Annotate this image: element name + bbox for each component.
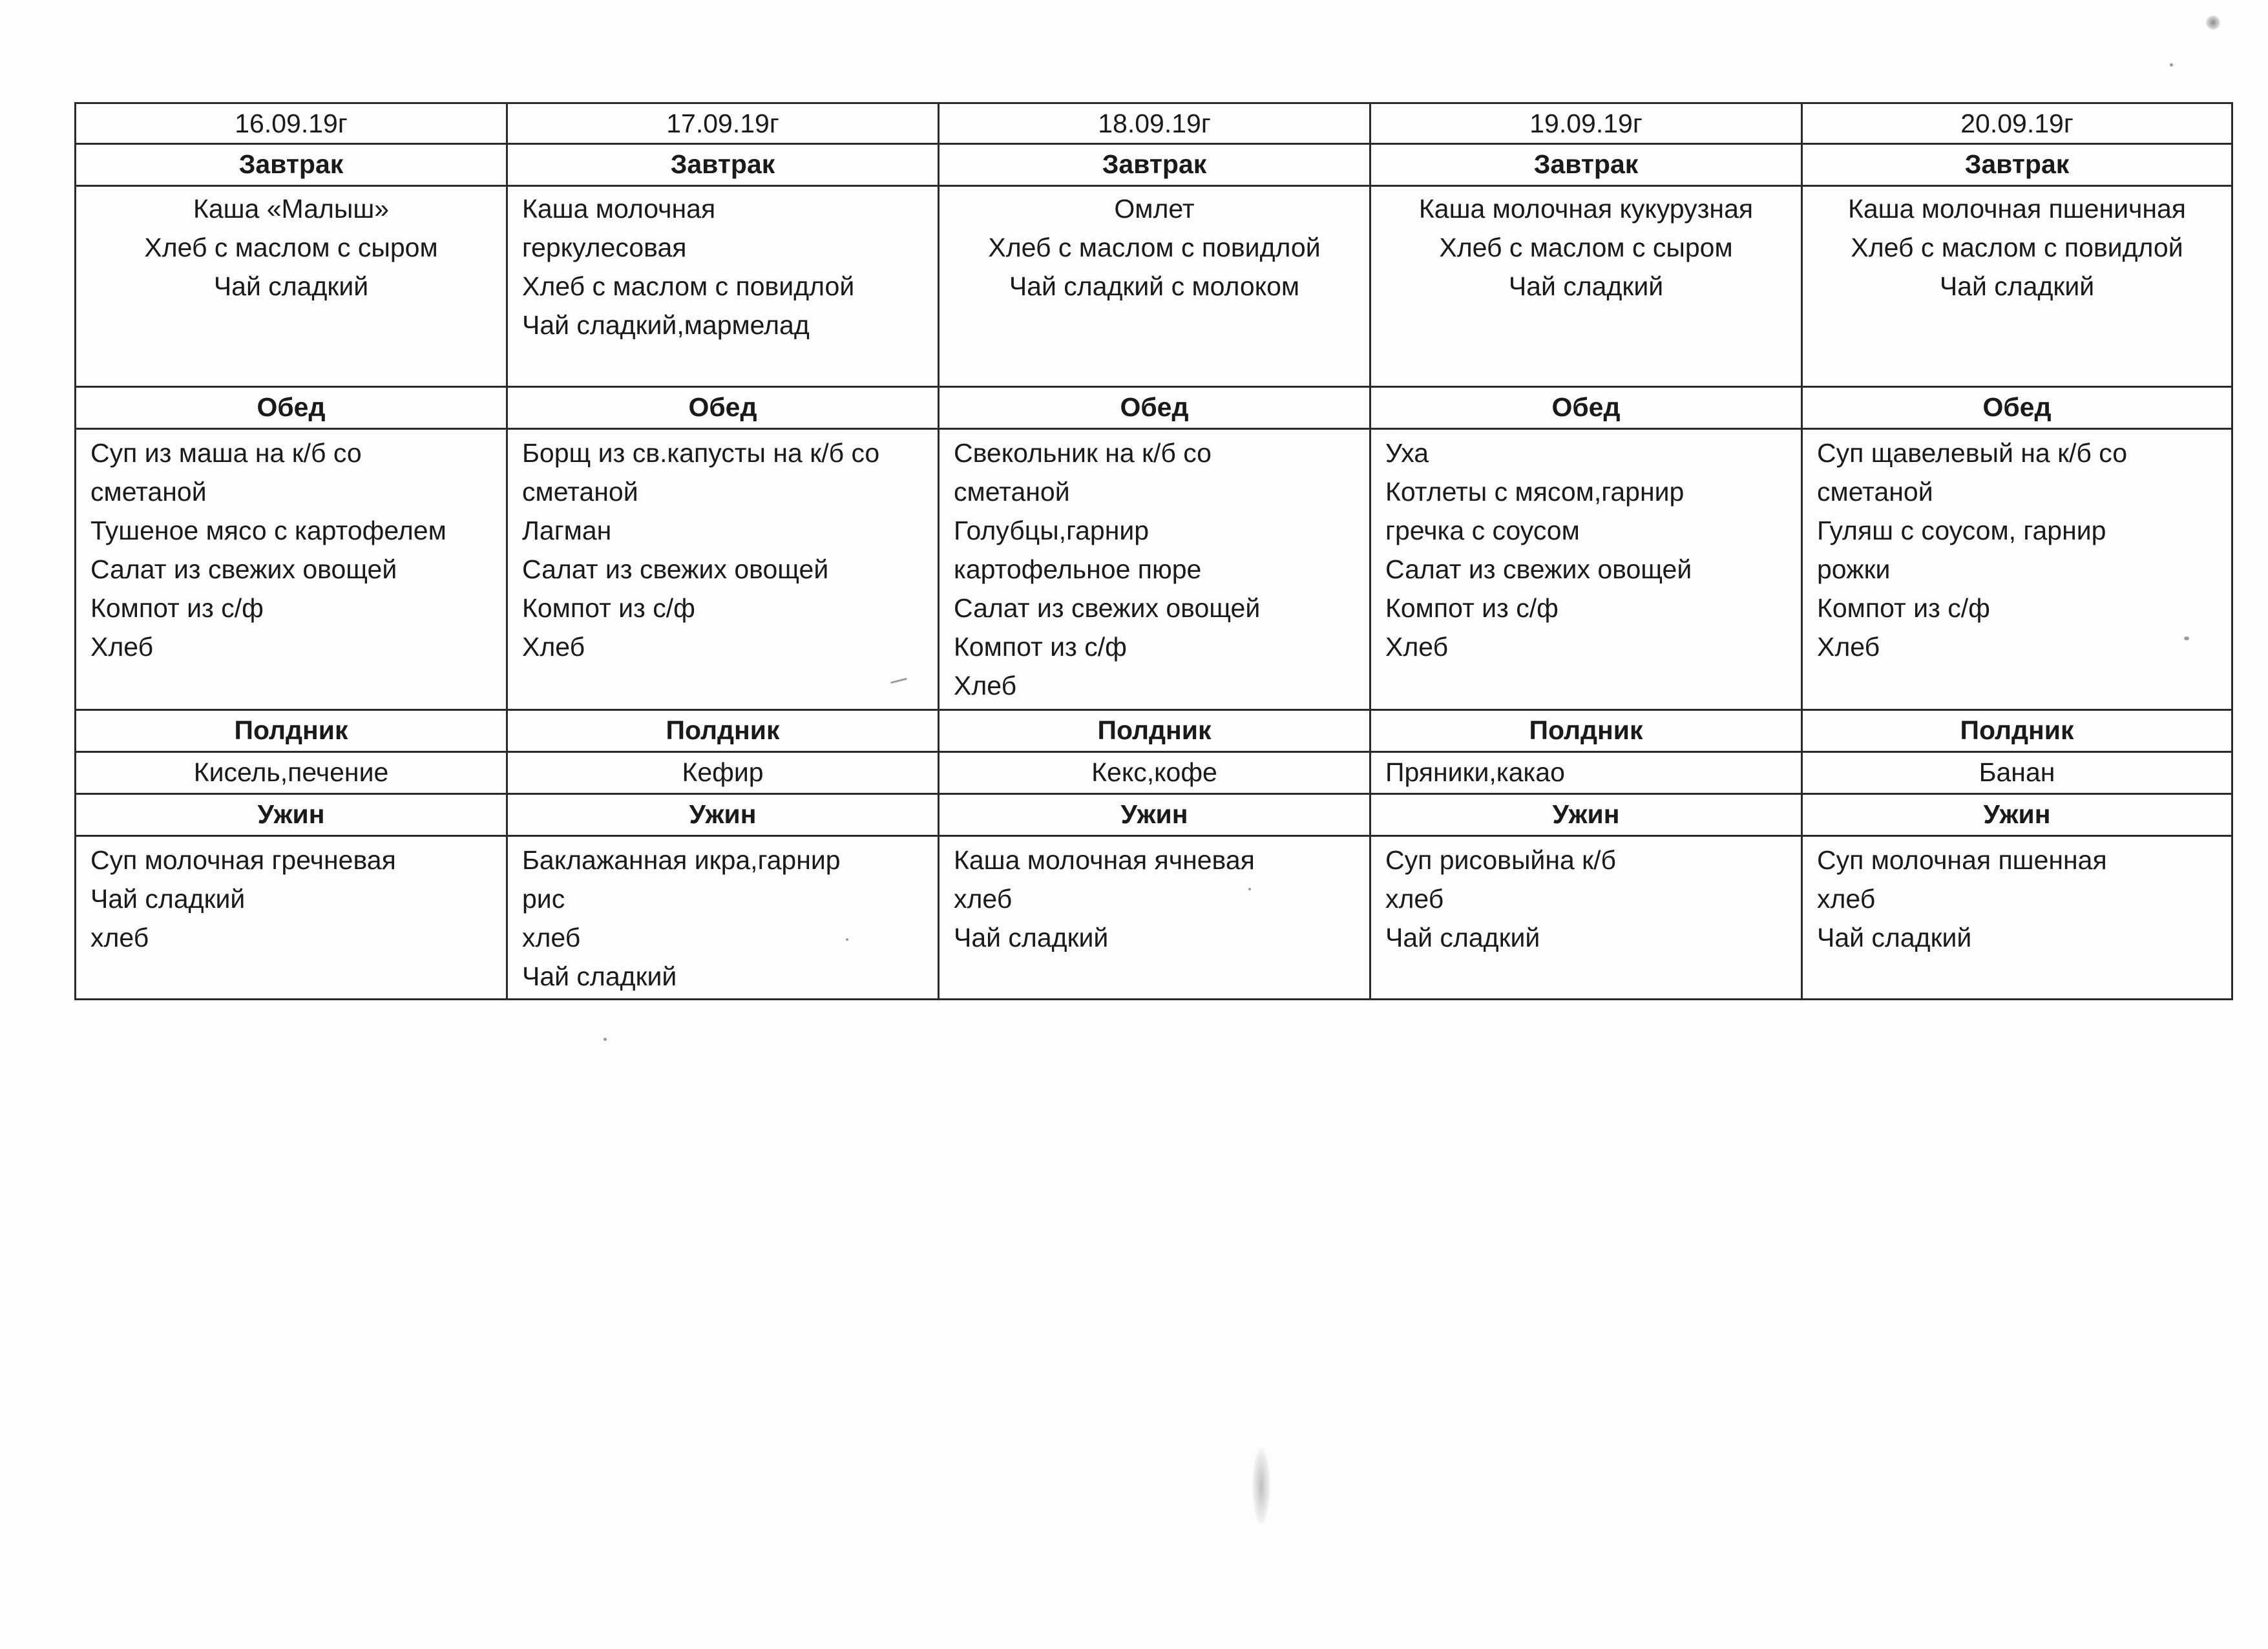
breakfast-heading: Завтрак	[1802, 144, 2232, 186]
menu-item: Суп молочная гречневая	[90, 845, 396, 875]
menu-item: Компот из с/ф	[954, 632, 1127, 662]
date-cell: 19.09.19г	[1370, 103, 1802, 144]
breakfast-cell	[76, 186, 507, 387]
snack-cell: Кекс,кофе	[939, 752, 1370, 794]
dinner-heading: Ужин	[507, 794, 939, 836]
menu-item: картофельное пюре	[954, 554, 1202, 584]
menu-item: Лагман	[522, 516, 612, 545]
menu-item: Каша «Малыш»	[193, 194, 390, 224]
menu-item: сметаной	[1817, 477, 1933, 507]
menu-item: Каша молочная	[522, 194, 716, 224]
menu-item: хлеб	[954, 884, 1013, 914]
menu-item: сметаной	[954, 477, 1070, 507]
snack-cell: Кефир	[507, 752, 939, 794]
menu-item: Суп из маша на к/б со	[90, 438, 362, 468]
lunch-cell	[1802, 429, 2232, 710]
dinner-heading: Ужин	[1802, 794, 2232, 836]
menu-item: хлеб	[1817, 884, 1876, 914]
lunch-cell	[939, 429, 1370, 710]
menu-item: Хлеб с маслом с повидлой	[1851, 233, 2183, 262]
menu-item: Каша молочная кукурузная	[1418, 194, 1754, 224]
menu-item: Каша молочная пшеничная	[1848, 194, 2186, 224]
dinner-header-row	[76, 794, 2232, 836]
lunch-heading: Обед	[507, 387, 939, 429]
menu-item: Суп щавелевый на к/б со	[1817, 438, 2128, 468]
date-cell: 20.09.19г	[1802, 103, 2232, 144]
breakfast-row	[76, 186, 2232, 387]
menu-item: Каша молочная ячневая	[954, 845, 1255, 875]
lunch-cell	[1370, 429, 1802, 710]
menu-item: Хлеб	[954, 671, 1017, 700]
menu-item: Компот из с/ф	[1817, 593, 1990, 623]
snack-header-row	[76, 710, 2232, 752]
menu-item: Суп рисовыйна к/б	[1385, 845, 1616, 875]
snack-cell: Пряники,какао	[1370, 752, 1802, 794]
snack-heading: Полдник	[1370, 710, 1802, 752]
breakfast-heading: Завтрак	[507, 144, 939, 186]
menu-item: Тушеное мясо с картофелем	[90, 516, 446, 545]
menu-item: Компот из с/ф	[90, 593, 264, 623]
breakfast-heading: Завтрак	[76, 144, 507, 186]
dinner-cell	[76, 836, 507, 1000]
menu-item: Хлеб	[1817, 632, 1880, 662]
menu-item: хлеб	[90, 923, 149, 952]
menu-item: Котлеты с мясом,гарнир	[1385, 477, 1685, 507]
breakfast-cell	[939, 186, 1370, 387]
menu-item: Чай сладкий	[90, 884, 246, 914]
menu-item: Салат из свежих овощей	[954, 593, 1261, 623]
breakfast-cell	[1370, 186, 1802, 387]
snack-cell: Банан	[1802, 752, 2232, 794]
scan-mark	[2206, 16, 2220, 30]
menu-item: Чай сладкий с молоком	[1009, 271, 1300, 301]
menu-item: Баклажанная икра,гарнир	[522, 845, 841, 875]
menu-item: Компот из с/ф	[1385, 593, 1559, 623]
lunch-cell	[76, 429, 507, 710]
menu-item: Чай сладкий	[522, 961, 677, 991]
scan-speck	[2170, 63, 2173, 67]
weekly-menu-table	[74, 102, 2233, 1000]
menu-item: Компот из с/ф	[522, 593, 695, 623]
dinner-heading: Ужин	[1370, 794, 1802, 836]
menu-item: Уха	[1385, 438, 1429, 468]
menu-item: Борщ из св.капусты на к/б со	[522, 438, 880, 468]
menu-item: Хлеб с маслом с повидлой	[522, 271, 855, 301]
menu-item: Салат из свежих овощей	[90, 554, 397, 584]
menu-item: Чай сладкий	[1508, 271, 1664, 301]
dinner-cell	[1370, 836, 1802, 1000]
dinner-cell	[1802, 836, 2232, 1000]
menu-item: Хлеб	[90, 632, 154, 662]
lunch-row	[76, 429, 2232, 710]
menu-item: Хлеб с маслом с сыром	[144, 233, 438, 262]
dinner-cell	[939, 836, 1370, 1000]
menu-item: сметаной	[522, 477, 638, 507]
scan-speck	[604, 1038, 607, 1041]
menu-item: Хлеб	[1385, 632, 1449, 662]
menu-item: хлеб	[522, 923, 581, 952]
snack-cell: Кисель,печение	[76, 752, 507, 794]
lunch-heading: Обед	[1802, 387, 2232, 429]
menu-item: Чай сладкий	[213, 271, 369, 301]
menu-item: Хлеб с маслом с повидлой	[988, 233, 1321, 262]
menu-item: Суп молочная пшенная	[1817, 845, 2107, 875]
dinner-heading: Ужин	[76, 794, 507, 836]
menu-item: Чай сладкий	[1817, 923, 1972, 952]
snack-heading: Полдник	[939, 710, 1370, 752]
scan-speck	[1248, 888, 1251, 890]
menu-item: Салат из свежих овощей	[1385, 554, 1692, 584]
menu-item: Свекольник на к/б со	[954, 438, 1212, 468]
menu-item: геркулесовая	[522, 233, 687, 262]
snack-heading: Полдник	[76, 710, 507, 752]
menu-item: Голубцы,гарнир	[954, 516, 1150, 545]
breakfast-heading: Завтрак	[939, 144, 1370, 186]
menu-item: Хлеб с маслом с сыром	[1439, 233, 1733, 262]
date-cell: 17.09.19г	[507, 103, 939, 144]
menu-item: хлеб	[1385, 884, 1444, 914]
menu-item: рис	[522, 884, 565, 914]
lunch-heading: Обед	[939, 387, 1370, 429]
dinner-cell	[507, 836, 939, 1000]
lunch-header-row	[76, 387, 2232, 429]
menu-item: Гуляш с соусом, гарнир	[1817, 516, 2106, 545]
lunch-heading: Обед	[1370, 387, 1802, 429]
breakfast-cell	[507, 186, 939, 387]
scan-smudge	[1252, 1447, 1270, 1525]
menu-item: Чай сладкий,мармелад	[522, 310, 810, 340]
breakfast-header-row	[76, 144, 2232, 186]
menu-item: сметаной	[90, 477, 207, 507]
menu-item: Чай сладкий	[1385, 923, 1540, 952]
breakfast-cell	[1802, 186, 2232, 387]
snack-heading: Полдник	[507, 710, 939, 752]
menu-item: рожки	[1817, 554, 1891, 584]
menu-item: Чай сладкий	[954, 923, 1109, 952]
lunch-heading: Обед	[76, 387, 507, 429]
menu-item: Салат из свежих овощей	[522, 554, 829, 584]
scan-speck	[846, 938, 848, 941]
snack-heading: Полдник	[1802, 710, 2232, 752]
date-cell: 16.09.19г	[76, 103, 507, 144]
date-row	[76, 103, 2232, 144]
menu-item: Омлет	[1114, 194, 1195, 224]
date-cell: 18.09.19г	[939, 103, 1370, 144]
menu-item: гречка с соусом	[1385, 516, 1580, 545]
dinner-row	[76, 836, 2232, 1000]
menu-item: Хлеб	[522, 632, 585, 662]
lunch-cell	[507, 429, 939, 710]
menu-item: Чай сладкий	[1939, 271, 2095, 301]
snack-row	[76, 752, 2232, 794]
scan-speck	[2184, 636, 2189, 640]
dinner-heading: Ужин	[939, 794, 1370, 836]
breakfast-heading: Завтрак	[1370, 144, 1802, 186]
